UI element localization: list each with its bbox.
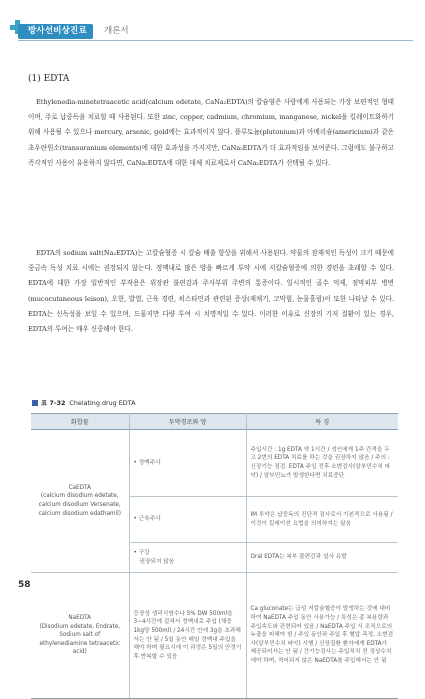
route-cell [129, 497, 246, 543]
feature-naedta: Ca gluconate는 급성 저칼슘혈증이 발생하는 것에 대비하여 NaEDTA 주입 동안 사용가능 / 특성은 총 복용량과 주입속도와 관련되어 있음 / NaEDTA 주입 시 조직으로의 누출을 피해야 함 / 주입 동안과 주입 후 혈압 측정, 소변검사(알부민수치 파악) 시행 / 신장질환 환자에게 EDTA가 제공되어서는 안 됨 / 간기능검사는 주입치치 전 정상수치에야 하며, 적어되지 않은 NaEDTA를 주입해서는 안 됨 [246, 573, 398, 699]
header-route: 투약경로와 양 [129, 414, 246, 430]
feature-im: IM 투약은 납중독의 진단적 검사로서 기본적으로 사용됨 / 이것이 킬레이션 요법을 의미하지는 않음 [246, 497, 398, 543]
page-header [0, 0, 425, 46]
table-label: 표 7-32 [41, 399, 66, 407]
table-title: Chelating drug EDTA [69, 399, 136, 407]
table-row [31, 430, 398, 497]
table-caption [32, 398, 136, 407]
dosing-naedta: 등장성 생리식염수나 5% DW 500ml을 3~4시간에 걸쳐서 정맥내로 주입 (채중 1kg당 500ml) / 24시간 안에 3g을 초과해서는 안 됨 / 5일 동안 매일 정맥내 주입을 해야 하며 필요시에 이 과정은 5일의 안정기 후 반복할 수 있음 [129, 573, 246, 699]
table-header-row [31, 414, 398, 430]
compound-caedta: CaEDTA (calcium disodium edetate, calcium disodium Versenate, calcium disodium edathamil) [31, 430, 129, 573]
edta-table [31, 413, 398, 699]
route-cell [129, 543, 246, 573]
route-cell [129, 430, 246, 497]
header-feature: 특 징 [246, 414, 398, 430]
route-iv: • 정맥주사 [134, 459, 242, 468]
page-number: 58 [18, 580, 31, 590]
feature-iv: 주입시간 : 1g EDTA 약 1시간 / 성인에게 1주 간격을 두고 2번의 EDTA 치료를 하는 것을 권장하지 않음 / 주의 : 신장기능 점검. EDTA 주입 전후 소변검사(알부민수치 파악) / 알부민뇨가 발생한다면 치료중단 [246, 430, 398, 497]
header-divider [18, 40, 413, 41]
feature-oral: Oral EDTA는 복부 불편감과 설사 유발 [246, 543, 398, 573]
compound-naedta: NaEDTA (Disodium edetate, Endrate, Sodium salt of ethylenediamine tetraacetic acid) [31, 573, 129, 699]
header-compound: 화합물 [31, 414, 129, 430]
header-subtitle: 개론서 [104, 26, 129, 36]
paragraph-2: EDTA의 sodium salt(Na₂EDTA)는 고칼슘혈증 시 칼슘 배출 향상을 위해서 사용된다. 약물의 잠재적인 독성이 크기 때문에 중금속 독성 치료 시에는 권장되지 않는다. 정맥내로 많은 양을 빠르게 투약 시에 저칼슘혈증에 의한 경련을 초래할 수 있다. EDTA에 대한 가장 일반적인 부작용은 위장관 불편감과 주사부위 주변의 통증이다. 일시적인 골수 억제, 점막피부 병변(mucocutaneous leison), 오한, 발열, 근육 경련, 히스타민과 관련된 증상(재채기, 코막힘, 눈물흘림)이 또한 나타날 수 있다. EDTA는 신독성을 보일 수 있으며, 드물지만 다량 투여 시 치명적일 수 있다. 이러한 이유로 신장의 기저 질환이 있는 경우, EDTA의 투여는 매우 신중해야 한다. [28, 249, 394, 334]
route-oral: • 구강 권장되지 않음 [134, 549, 242, 566]
caption-square-icon [32, 400, 38, 406]
table-row [31, 573, 398, 699]
paragraph-1: Ethylenedia-minetetraacetic acid(calcium edetate, CaNa₂EDTA)의 칼슘염은 사람에게 사용되는 가장 보편적인 형태이며, 주로 납중독을 치료할 때 사용된다. 또한 zinc, copper, cadmium, chromium, manganese, nickel을 킬레이트화하기 위해 사용될 수 있으나 mercury, arsenic, gold에는 효과적이지 않다. 플루토늄(plutonium)과 아메리슘(americium)과 같은 초우란원소(transuranium elements)에 대한 효과성을 가지지만, CaNa₂EDTA가 더 효과적임을 보여준다. 그럼에도 불구하고 즉각적인 사용이 유용하지 않다면, CaNa₂EDTA에 대한 대체 치료제로서 CaNa₂EDTA가 선택될 수 있다. [28, 98, 394, 167]
section-title: (1) EDTA [28, 74, 70, 84]
header-title: 방사선비상진료 [18, 24, 93, 39]
route-im: • 근육주사 [134, 515, 242, 524]
